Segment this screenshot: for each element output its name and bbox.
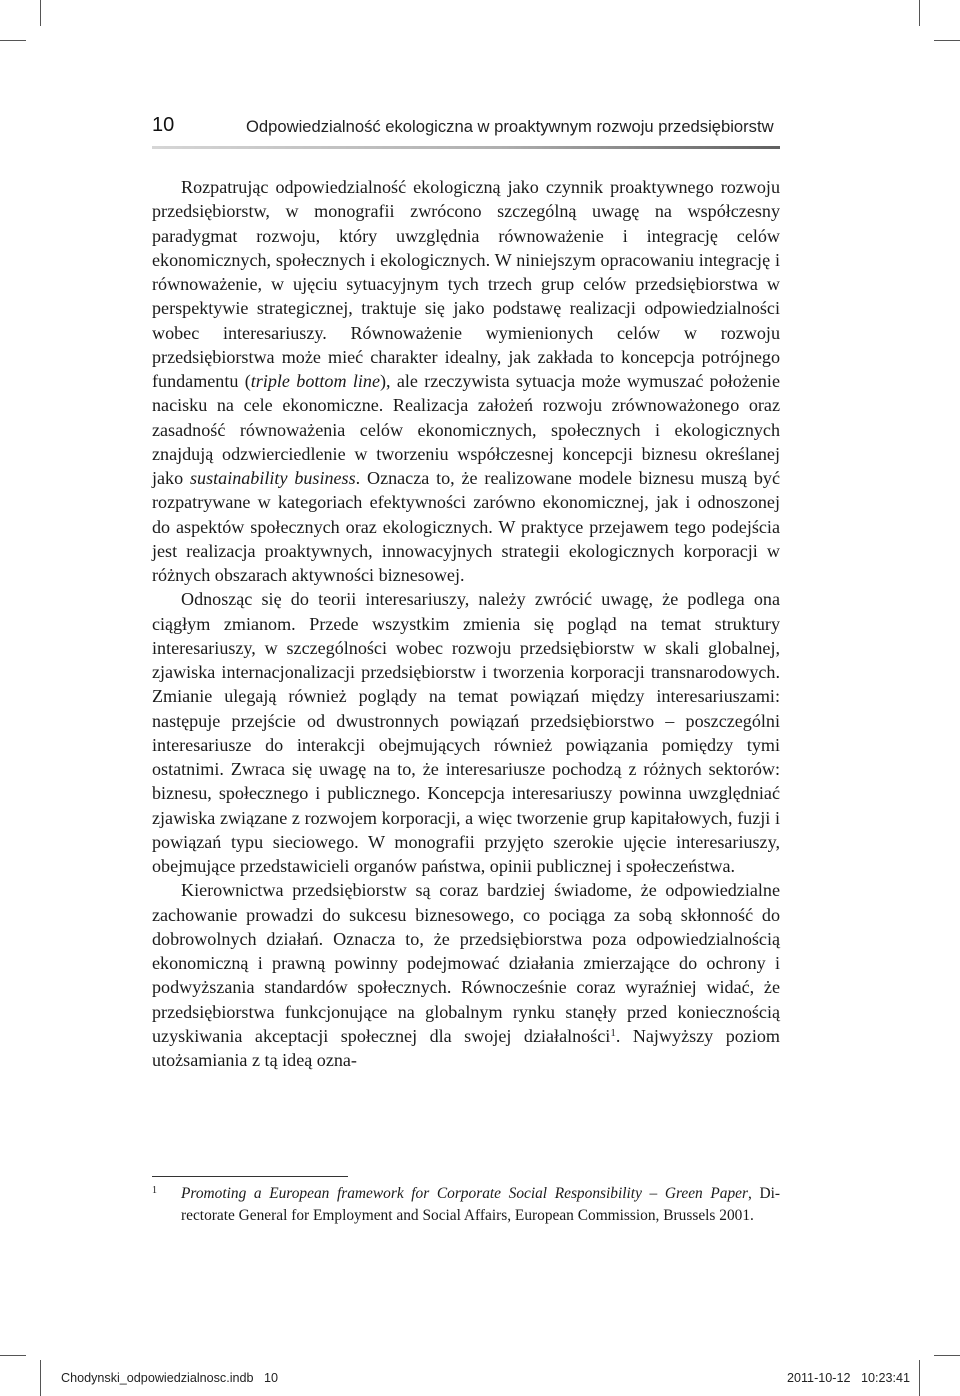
- running-title: Odpowiedzialność ekologiczna w proaktywnym rozwoju przedsiębiorstw: [246, 117, 774, 136]
- footnote-source-details: , Directorate General for Employment and Social Affairs, European Commission, Brussels 2001.: [181, 1185, 781, 1224]
- footnote-source-title: Promoting a European framework for Corporate Social Responsibility – Green Paper: [181, 1185, 748, 1202]
- header-rule: [152, 146, 780, 149]
- crop-mark-top-left-horizontal: [0, 40, 26, 41]
- paragraph-3-part-b: . Najwyższy poziom utożsamiania z tą ideą ozna-: [152, 1025, 780, 1070]
- paragraph-1: [152, 175, 780, 587]
- body-text: [152, 175, 780, 1072]
- paragraph-1-part-a: Rozpatrując odpowiedzialność ekologiczną jako czynnik proaktywnego rozwoju przedsiębiorstw, w monografii zwrócono szczególną uwagę na współczesny paradygmat rozwoju, który uwzględnia równoważenie i integrację celów ekonomicznych, społecznych i ekologicznych. W niniejszym opracowaniu integrację i równoważenie, w ujęciu sytuacyjnym tych trzech grup celów przedsiębiorstwa w perspektywie strategicznej, traktuje się jako podstawę realizacji odpowiedzialności wobec interesariuszy. Równoważenie wymienionych celów w rozwoju przedsiębiorstwa może mieć charakter idealny, jak zakłada to koncepcja potrójnego fundamentu (: [152, 177, 780, 391]
- footnote-reference[interactable]: 1: [610, 1026, 616, 1039]
- footnote-text: [181, 1183, 780, 1227]
- crop-mark-bottom-left-horizontal: [0, 1355, 26, 1356]
- crop-mark-bottom-right-horizontal: [934, 1355, 960, 1356]
- slug-timestamp: 2011-10-12 10:23:41: [786, 1371, 910, 1385]
- crop-mark-top-right-horizontal: [934, 40, 960, 41]
- paragraph-3-part-a: Kierownictwa przedsiębiorstw są coraz bardziej świadome, że odpowiedzialne zachowanie prowadzi do sukcesu biznesowego, co pociąga za sobą skłonność do dobrowolnych działań. Oznacza to, że przedsiębiorstwa poza odpowiedzialnością ekonomiczną i prawną powinny podejmować działania zmierzające do ochrony i podwyższania standardów społecznych. Równocześnie coraz wyraźniej widać, że przedsiębiorstwa funkcjonujące na globalnym rynku stanęły przed koniecznością uzyskiwania akceptacji społecznej dla swojej działalności: [152, 880, 780, 1046]
- paragraph-2: Odnosząc się do teorii interesariuszy, należy zwrócić uwagę, że podlega ona ciągłym zmianom. Przede wszystkim zmienia się pogląd na temat struktury interesariuszy, w szczególności wobec rozwoju przedsiębiorstw w skali globalnej, zjawiska internacjonalizacji przedsiębiorstw i tworzenia korporacji transnarodowych. Zmianie ulegają również poglądy na temat powiązań między interesariuszami: następuje przejście od dwustronnych powiązań przedsiębiorstwo – poszczególni interesariusze do interakcji obejmujących również powiązania pomiędzy tymi ostatnimi. Zwraca się uwagę na to, że interesariusze pochodzą z różnych sektorów: biznesu, społecznego i publicznego. Koncepcja interesariuszy powinna uwzględniać zjawiska związane z rozwojem korporacji, a więc tworzenie grup kapitałowych, fuzji i powiązań typu sieciowego. W monografii przyjęto szerokie ujęcie interesariuszy, obejmujące przedstawicieli organów państwa, opinii publicznej i społeczeństwa.: [152, 589, 780, 876]
- crop-mark-bottom-right-vertical: [919, 1360, 920, 1396]
- crop-mark-bottom-left-vertical: [40, 1360, 41, 1396]
- footnote-number: 1: [152, 1185, 157, 1196]
- paragraph-3: [152, 878, 780, 1072]
- paragraph-1-part-b: ), ale rzeczywista sytuacja może wymuszać położenie nacisku na cele ekonomiczne. Realizacja założeń rozwoju zrównoważonego oraz zasadność równoważenia celów ekonomicznych, społecznych i ekologicznych znajdują odzwierciedlenie w tworzeniu współczesnej koncepcji biznesu określanej jako: [152, 371, 780, 488]
- crop-mark-top-right-vertical: [919, 0, 920, 26]
- term-triple-bottom-line: triple bottom line: [250, 371, 380, 391]
- slug-file-name: Chodynski_odpowiedzialnosc.indb 10: [61, 1371, 279, 1385]
- footnote: [152, 1183, 780, 1227]
- crop-mark-top-left-vertical: [40, 0, 41, 26]
- paragraph-1-part-c: . Oznacza to, że realizowane modele biznesu muszą być rozpatrywane w kategoriach efektywności zarówno ekonomicznej, jak i odnoszonej do aspektów społecznych oraz ekologicznych. W praktyce przejawem tego podejścia jest realizacja proaktywnych, innowacyjnych strategii ekologicznych korporacji w różnych obszarach aktywności biznesowej.: [152, 468, 780, 585]
- term-sustainability-business: sustainability business: [189, 468, 356, 488]
- page-number: 10: [152, 114, 175, 136]
- footnote-rule: [152, 1176, 348, 1177]
